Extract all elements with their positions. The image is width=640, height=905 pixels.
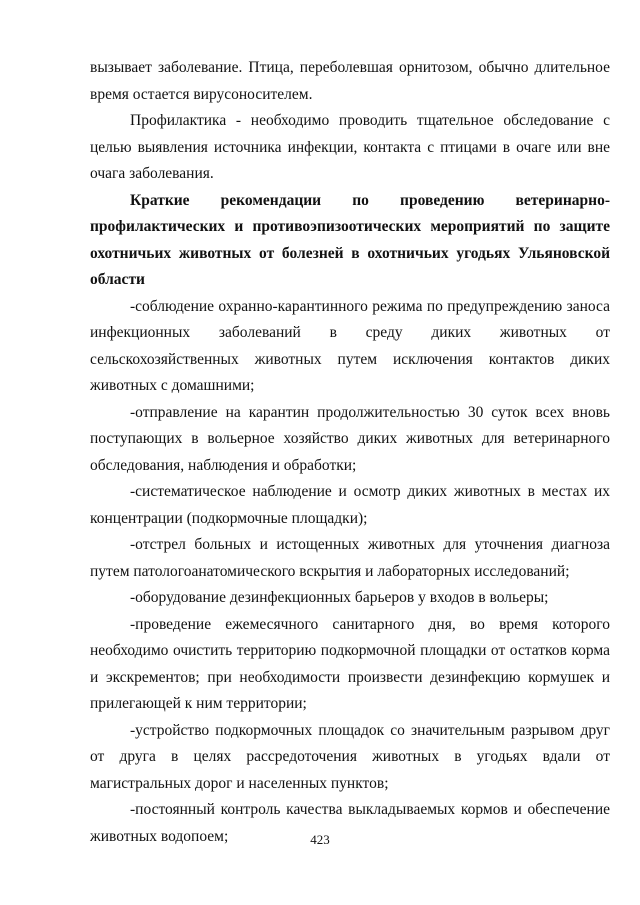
recommendation-item: -устройство подкормочных площадок со значительным разрывом друг от друга в целях рассредоточения животных в угодьях вдали от магистральных дорог и населенных пунктов; xyxy=(90,721,610,792)
recommendation-item: -постоянный контроль качества выкладываемых кормов и обеспечение животных водопоем; xyxy=(90,801,610,845)
recommendation-item: -соблюдение охранно-карантинного режима по предупреждению заноса инфекционных заболеваний в среду диких животных от сельскохозяйственных животных путем исключения контактов диких животных с домашними; xyxy=(90,297,610,394)
recommendation-item: -систематическое наблюдение и осмотр диких животных в местах их концентрации (подкормочные площадки); xyxy=(90,483,610,527)
recommendation-item: -отправление на карантин продолжительностью 30 суток всех вновь поступающих в вольерное хозяйство диких животных для ветеринарного обследования, наблюдения и обработки; xyxy=(90,403,610,474)
paragraph-prophylaxis: Профилактика - необходимо проводить тщательное обследование с целью выявления источника инфекции, контакта с птицами в очаге или вне очага заболевания. xyxy=(90,112,610,182)
recommendation-item: -проведение ежемесячного санитарного дня, во время которого необходимо очистить территорию подкормочной площадки от остатков корма и экскрементов; при необходимости произвести дезинфекцию кормушек и прилегающей к ним территории; xyxy=(90,615,610,712)
section-heading: Краткие рекомендации по проведению ветеринарно-профилактических и противоэпизоотических мероприятий по защите охотничьих животных от болезней в охотничьих угодьях Ульяновской области xyxy=(90,191,610,288)
recommendation-item: -оборудование дезинфекционных барьеров у входов в вольеры; xyxy=(130,589,549,606)
paragraph-continuation: вызывает заболевание. Птица, переболевшая орнитозом, обычно длительное время остается вирусоносителем. xyxy=(90,59,610,103)
recommendation-item: -отстрел больных и истощенных животных для уточнения диагноза путем патологоанатомического вскрытия и лабораторных исследований; xyxy=(90,536,610,580)
page-number: 423 xyxy=(310,832,330,847)
body-text xyxy=(90,55,610,850)
